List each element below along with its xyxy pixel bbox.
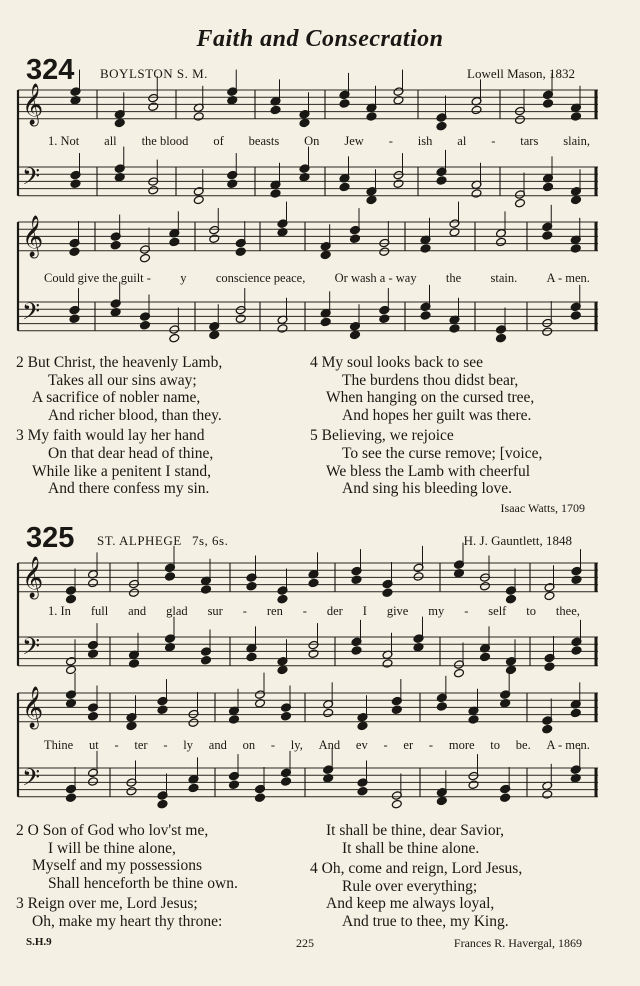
note-head [506,665,517,675]
lyric-row-324-2 [44,271,590,286]
note-head [357,721,368,731]
verse-line: 3 My faith would lay her hand [16,427,205,445]
note-head [496,333,507,343]
lyric-syllable: - [491,134,496,148]
note-head [157,705,168,715]
lyric-syllable: ren [266,604,283,618]
note-head [69,247,80,257]
lyric-syllable: I [362,604,367,618]
note-head [281,777,292,787]
note-head [542,790,553,800]
note-head [471,105,482,115]
note-head [270,189,281,199]
lyric-syllable: - [383,738,388,752]
note-head [420,311,431,321]
lyric-syllable: A - men. [546,738,590,752]
lyric-syllable: full [90,604,109,618]
note-head [88,578,99,588]
note-head [500,793,511,803]
page-number: 225 [296,936,314,950]
verse-line: To see the curse remove; [voice, [342,444,543,462]
lyric-syllable: ter [134,738,148,752]
verse-line: And there confess my sin. [48,480,210,498]
lyric-syllable: Thine [44,738,74,752]
lyric-syllable: - [270,738,276,752]
lyric-syllable: and [208,738,227,752]
verse-line: 4 Oh, come and reign, Lord Jesus, [310,860,523,878]
note-head [114,118,125,128]
signature-mark: S.H.9 [26,936,52,948]
note-head [571,195,582,205]
note-head [88,777,99,787]
author: Isaac Watts, 1709 [500,501,585,515]
lyric-syllable: sur [207,604,223,618]
note-head [169,237,180,247]
composer: Lowell Mason, 1832 [467,66,575,81]
note-head [379,247,390,257]
note-head [320,250,331,260]
lyric-row-324-1 [48,134,590,149]
verse-line: And sing his bleeding love. [342,480,513,498]
note-head [393,179,404,189]
note-head [571,646,582,656]
note-head [436,796,447,806]
treble-clef: 𝄞 [22,83,44,125]
verse-line: 2 But Christ, the heavenly Lamb, [16,354,223,371]
verse-line: Rule over everything; [342,877,478,895]
note-head [201,655,212,665]
note-head [571,112,582,122]
lyric-syllable: to [490,738,501,752]
note-head [209,330,220,340]
note-head [299,118,310,128]
note-head [308,578,319,588]
note-head [480,581,491,591]
verse-line: 3 Reign over me, Lord Jesus; [16,895,198,913]
note-head [449,324,460,334]
lyric-syllable: ev [355,738,368,752]
tune-name: BOYLSTON S. M. [100,66,208,81]
note-head [542,327,553,337]
hymn-number: 324 [26,54,75,86]
note-head [229,780,240,790]
lyric-syllable: Jew [344,134,364,148]
verse-line: Takes all our sins away; [48,371,197,389]
note-head [277,324,288,334]
note-head [169,333,180,343]
note-head [471,189,482,199]
lyric-syllable: Could give the guilt - [44,271,151,285]
note-head [436,176,447,186]
lyric-syllable: of [213,134,224,148]
note-head [126,721,137,731]
note-head [515,115,526,125]
note-head [193,195,204,205]
note-head [88,711,99,721]
note-head [246,581,257,591]
verse-line: On that dear head of thine, [48,444,214,462]
note-head [570,244,581,254]
verse-line: 2 O Son of God who lov'st me, [16,822,209,839]
note-head [382,659,393,669]
lyric-syllable: tars [520,134,539,148]
lyric-syllable: ish [417,134,433,148]
lyric-syllable: glad [166,604,188,618]
verse-line: Myself and my possessions [32,857,203,875]
bass-clef: 𝄢 [22,297,41,331]
note-head [506,594,517,604]
note-head [496,237,507,247]
meter: 7s, 6s. [192,533,229,548]
verse-line: We bless the Lamb with cheerful [326,462,531,480]
note-head [69,314,80,324]
note-head [188,718,199,728]
note-head [281,711,292,721]
lyric-syllable: der [326,604,343,618]
note-head [308,649,319,659]
note-head [165,572,176,582]
note-head [323,708,334,718]
bass-clef: 𝄢 [22,162,41,196]
lyric-syllable: more [448,738,475,752]
note-head [70,179,81,189]
lyric-syllable: to [526,604,536,618]
verse-line: It shall be thine, dear Savior, [326,822,505,839]
note-head [148,102,159,112]
lyric-syllable: give [386,604,409,618]
lyric-syllable: ut [88,738,99,752]
note-head [157,799,168,809]
note-head [201,585,212,595]
lyric-syllable: - [114,738,119,752]
note-head [350,234,361,244]
note-head [468,715,479,725]
note-head [391,705,402,715]
note-head [468,780,479,790]
note-head [366,112,377,122]
note-head [436,702,447,712]
note-head [339,99,350,109]
note-head [413,572,424,582]
treble-clef: 𝄞 [22,215,44,257]
lyric-row-325-2 [44,738,590,753]
lyric-syllable: be. [515,738,531,752]
lyric-syllable: on [242,738,256,752]
note-head [542,724,553,734]
verse-block-left-325 [16,822,238,931]
note-head [88,649,99,659]
verse-line: And hopes her guilt was there. [342,406,532,424]
lyric-syllable: - [163,738,168,752]
verse-line: While like a penitent I stand, [32,462,212,480]
lyric-syllable: - [428,738,434,752]
verse-block-right-325 [310,822,522,931]
note-head [570,708,581,718]
lyric-syllable: the blood [141,134,189,148]
note-head [544,662,555,672]
lyric-syllable: ly, [290,738,303,752]
note-head [209,234,220,244]
note-head [246,652,257,662]
lyric-syllable: A - men. [546,271,590,285]
lyric-syllable: - [388,134,393,148]
bass-clef: 𝄢 [22,632,41,666]
page-title: Faith and Consecration [196,26,444,52]
lyric-syllable: thee, [555,604,580,618]
note-head [379,314,390,324]
note-head [420,244,431,254]
note-head [129,659,140,669]
note-head [515,198,526,208]
note-head [357,786,368,796]
lyric-syllable: ly [183,738,193,752]
note-head [544,591,555,601]
verse-line: I will be thine alone, [48,839,176,857]
lyric-syllable: On [304,134,320,148]
note-head [391,799,402,809]
lyric-syllable: - [242,604,247,618]
verse-line: Shall henceforth be thine own. [48,874,238,892]
verse-line: And true to thee, my King. [342,912,509,930]
note-head [339,182,350,192]
lyric-syllable: conscience peace, [215,271,306,285]
lyric-syllable: the [445,271,462,285]
lyric-syllable: beasts [248,134,280,148]
note-head [126,786,137,796]
lyric-syllable: - [302,604,307,618]
note-head [350,330,361,340]
hymn-number: 325 [26,522,75,554]
verse-line: When hanging on the cursed tree, [326,389,535,407]
note-head [436,121,447,131]
note-head [382,588,393,598]
lyric-syllable: all [104,134,117,148]
note-head [255,793,266,803]
lyric-syllable: er [403,738,414,752]
lyric-syllable: 1. In [48,604,71,618]
author: Frances R. Havergal, 1869 [453,936,582,950]
note-head [570,311,581,321]
lyric-syllable: And [318,738,341,752]
treble-clef: 𝄞 [22,556,44,598]
lyric-syllable: 1. Not [48,134,80,148]
note-head [235,314,246,324]
lyric-syllable: self [488,604,507,618]
note-head [66,594,77,604]
note-head [277,665,288,675]
verse-line: Oh, make my heart thy throne: [32,912,223,930]
note-head [188,783,199,793]
lyric-row-325-1 [48,604,580,619]
verse-block-right-324 [310,354,542,498]
verse-line: 5 Believing, we rejoice [310,427,454,445]
treble-clef: 𝄞 [22,686,44,728]
note-head [129,588,140,598]
note-head [543,99,554,109]
tune-name: ST. ALPHEGE [97,533,182,548]
verse-line: A sacrifice of nobler name, [32,389,201,407]
verse-line: It shall be thine alone. [342,839,480,857]
note-head [480,652,491,662]
note-head [366,195,377,205]
bass-clef: 𝄢 [22,763,41,797]
note-head [542,231,553,241]
verse-line: And richer blood, than they. [48,406,222,424]
note-head [351,575,362,585]
verse-line: And keep me always loyal, [326,895,495,913]
note-head [229,715,240,725]
note-head [140,320,151,330]
lyric-syllable: and [128,604,147,618]
note-head [148,185,159,195]
note-head [571,575,582,585]
note-head [110,240,121,250]
note-head [270,105,281,115]
note-head [543,182,554,192]
note-head [351,646,362,656]
lyric-syllable: y [180,271,187,285]
composer: H. J. Gauntlett, 1848 [463,533,572,548]
note-head [140,253,151,263]
lyric-syllable: stain. [490,271,518,285]
note-head [235,247,246,257]
note-head [277,594,288,604]
verse-line: The burdens thou didst bear, [342,371,519,389]
note-head [454,668,465,678]
lyric-syllable: al [457,134,467,148]
lyric-syllable: Or wash a - way [334,271,417,285]
lyric-syllable: my [428,604,445,618]
verse-block-left-324 [16,354,222,498]
note-head [227,179,238,189]
note-head [66,793,77,803]
note-head [193,112,204,122]
lyric-syllable: - [464,604,469,618]
lyric-syllable: slain, [563,134,590,148]
note-head [320,317,331,327]
verse-line: 4 My soul looks back to see [310,354,484,371]
